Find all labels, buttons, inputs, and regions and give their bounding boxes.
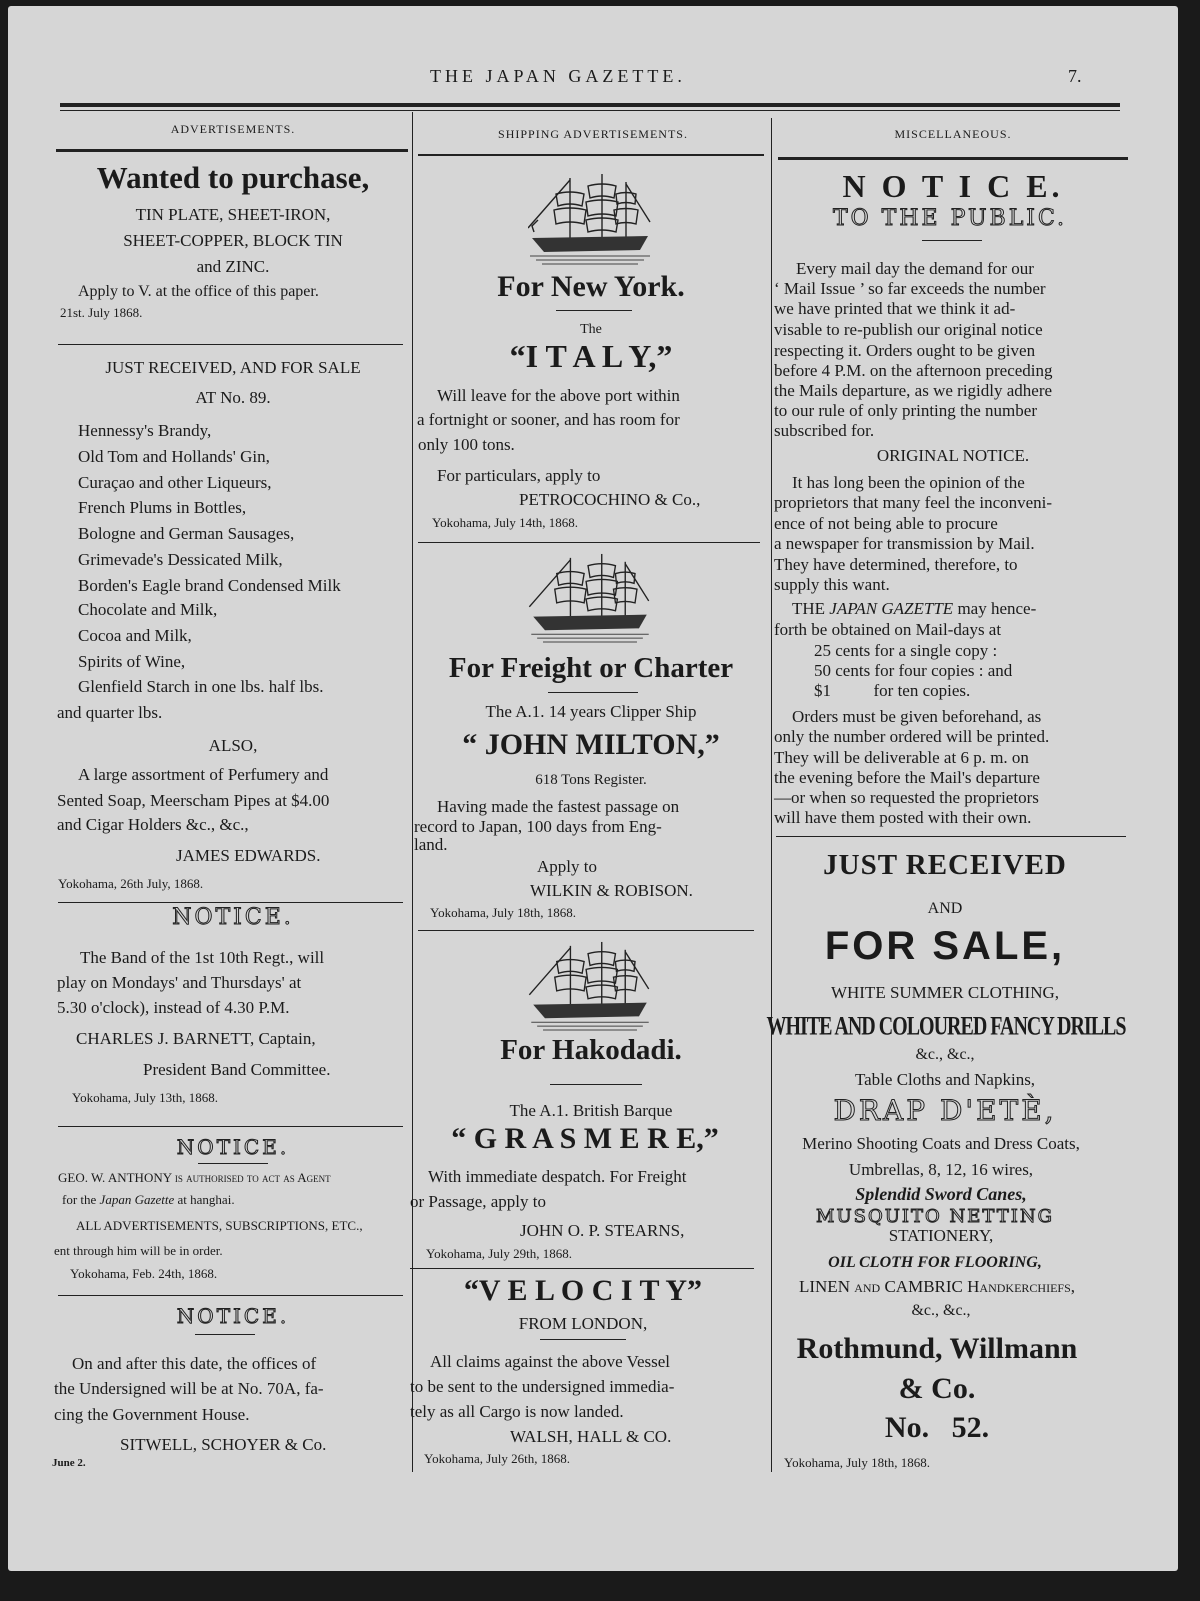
page-number: 7. (1068, 66, 1082, 86)
ad-text: Splendid Sword Canes, (855, 1184, 1027, 1204)
ad-text: &c., &c., (911, 1302, 971, 1319)
ad-heading: JUST RECEIVED, AND FOR SALE (105, 358, 361, 377)
ad-divider (776, 836, 1126, 837)
ad-text: supply this want. (774, 575, 890, 594)
ship-name: “V E L O C I T Y” (463, 1274, 703, 1307)
ad-text: OIL CLOTH FOR FLOORING, (828, 1254, 1042, 1271)
ad-text: GEO. W. ANTHONY is authorised to act as Agent (58, 1170, 331, 1185)
ad-text: Table Cloths and Napkins, (854, 1070, 1036, 1089)
ad-item: Old Tom and Hollands' Gin, (78, 447, 270, 466)
ad-item: Bologne and German Sausages, (78, 524, 295, 543)
ad-signature: SITWELL, SCHOYER & Co. (120, 1435, 327, 1454)
ship-icon (526, 552, 654, 644)
ad-text: to our rule of only printing the number (774, 401, 1037, 420)
column-head-rule (778, 157, 1128, 160)
ad-text: They have determined, therefore, to (774, 555, 1018, 574)
column-heading: ADVERTISEMENTS. (170, 122, 296, 136)
ad-text: —or when so requested the proprietors (774, 788, 1039, 807)
ad-text: to be sent to the undersigned immedia- (410, 1377, 675, 1396)
ad-text: With immediate despatch. For Freight (428, 1167, 687, 1186)
ad-date: Yokohama, Feb. 24th, 1868. (70, 1266, 218, 1281)
ad-text: FROM LONDON, (518, 1314, 648, 1333)
ad-title: JUST RECEIVED (823, 849, 1067, 881)
ad-text: for the Japan Gazette at hanghai. (62, 1192, 235, 1207)
ad-heading: ORIGINAL NOTICE. (876, 446, 1030, 465)
ad-title: For Freight or Charter (448, 652, 734, 684)
ad-title: For Hakodadi. (500, 1034, 682, 1066)
ad-text: LINEN and CAMBRIC Handkerchiefs, (798, 1277, 1075, 1296)
column-heading: SHIPPING ADVERTISEMENTS. (498, 127, 688, 141)
header-rule (60, 103, 1120, 107)
ad-signature: President Band Committee. (143, 1060, 331, 1079)
notice-heading: TO THE PUBLIC. (832, 206, 1068, 231)
ad-item: Grimevade's Dessicated Milk, (78, 550, 283, 569)
ad-text: a fortnight or sooner, and has room for (417, 410, 680, 429)
ad-text: Apply to V. at the office of this paper. (78, 283, 319, 300)
advertiser-name: Rothmund, Willmann (796, 1332, 1078, 1365)
ad-text: Umbrellas, 8, 12, 16 wires, (848, 1160, 1034, 1179)
ad-text: AND (927, 900, 963, 917)
ad-item: Glenfield Starch in one lbs. half lbs. (78, 677, 324, 696)
title-rule (548, 692, 638, 693)
ad-signature: WILKIN & ROBISON. (530, 881, 693, 900)
ad-text: subscribed for. (774, 421, 875, 440)
ad-date: Yokohama, July 26th, 1868. (424, 1451, 571, 1466)
notice-heading: DRAP D'ETÈ, (833, 1094, 1057, 1127)
ad-text: respecting it. Orders ought to be given (774, 341, 1036, 360)
ad-date: 21st. July 1868. (60, 305, 143, 320)
ad-text: record to Japan, 100 days from Eng- (414, 817, 662, 836)
price-line: 25 cents for a single copy : (814, 641, 998, 660)
ad-text: The A.1. 14 years Clipper Ship (485, 702, 697, 721)
ad-divider (418, 930, 754, 931)
ad-title: N O T I C E. (842, 168, 1064, 204)
ad-date: Yokohama, July 18th, 1868. (784, 1455, 931, 1470)
notice-heading: NOTICE. (176, 1135, 290, 1159)
title-rule (922, 240, 982, 241)
ad-item: Hennessy's Brandy, (78, 421, 212, 440)
ad-date: June 2. (52, 1457, 86, 1469)
ad-signature: JAMES EDWARDS. (176, 846, 321, 865)
ad-signature: JOHN O. P. STEARNS, (520, 1221, 685, 1240)
ad-item: Spirits of Wine, (78, 652, 186, 671)
ad-text: WHITE AND COLOURED FANCY DRILLS (766, 1012, 1126, 1042)
ad-date: Yokohama, July 13th, 1868. (72, 1090, 219, 1105)
ad-text: The A.1. British Barque (509, 1101, 673, 1120)
ad-title: Wanted to purchase, (96, 160, 370, 195)
ad-text: STATIONERY, (888, 1226, 994, 1245)
ad-text: only 100 tons. (418, 435, 515, 454)
ad-text: Will leave for the above port within (437, 386, 680, 405)
ad-divider (410, 1268, 754, 1269)
ad-text: and ZINC. (196, 257, 270, 276)
ship-icon (526, 940, 654, 1032)
ship-name: “I T A L Y,” (509, 338, 673, 374)
ad-text: Having made the fastest passage on (437, 797, 680, 816)
ad-text: Apply to (537, 857, 597, 876)
ad-text: the Mails departure, as we rigidly adhere (774, 381, 1053, 400)
ad-text: THE JAPAN GAZETTE may hence- (792, 599, 1037, 618)
ad-text: Merino Shooting Coats and Dress Coats, (802, 1134, 1080, 1153)
notice-heading: MUSQUITO NETTING (816, 1206, 1054, 1227)
ad-text: &c., &c., (915, 1046, 975, 1063)
column-heading: MISCELLANEOUS. (894, 127, 1012, 141)
ad-title: For New York. (497, 270, 685, 303)
ship-name: “ JOHN MILTON,” (462, 728, 720, 761)
ad-divider (418, 542, 760, 543)
price-line: $1 for ten copies. (814, 681, 971, 700)
ad-date: Yokohama, July 29th, 1868. (426, 1246, 573, 1261)
ad-text: For particulars, apply to (437, 466, 601, 485)
ad-text: cing the Government House. (54, 1405, 250, 1424)
title-rule (195, 1334, 255, 1335)
ad-text: Sented Soap, Meerscham Pipes at $4.00 (57, 791, 330, 810)
ad-text: TIN PLATE, SHEET-IRON, (135, 205, 331, 224)
ad-text: SHEET-COPPER, BLOCK TIN (123, 231, 343, 250)
ad-text: 618 Tons Register. (535, 772, 647, 788)
ad-item: and quarter lbs. (57, 703, 163, 722)
ad-item: Cocoa and Milk, (78, 626, 192, 645)
ad-item: French Plums in Bottles, (78, 498, 247, 517)
ad-text: only the number ordered will be printed. (774, 727, 1050, 746)
price-line: 50 cents for four copies : and (814, 661, 1013, 680)
ad-signature: PETROCOCHINO & Co., (519, 490, 701, 509)
ad-text: play on Mondays' and Thursdays' at (57, 973, 302, 992)
ad-text: Orders must be given beforehand, as (792, 707, 1042, 726)
ad-text: ‘ Mail Issue ’ so far exceeds the number (774, 279, 1046, 298)
ad-text: ence of not being able to procure (774, 514, 998, 533)
ad-text: the Undersigned will be at No. 70A, fa- (54, 1379, 324, 1398)
ad-divider (58, 902, 403, 903)
ship-icon (528, 172, 652, 266)
ad-text: and Cigar Holders &c., &c., (57, 815, 249, 834)
ad-signature: CHARLES J. BARNETT, Captain, (76, 1029, 316, 1048)
ad-text: ALL ADVERTISEMENTS, SUBSCRIPTIONS, ETC., (76, 1218, 363, 1233)
ad-text: or Passage, apply to (410, 1192, 546, 1211)
ad-divider (58, 1126, 403, 1127)
ad-text: a newspaper for transmission by Mail. (774, 534, 1035, 553)
ad-text: tely as all Cargo is now landed. (410, 1402, 624, 1421)
ad-text: The Band of the 1st 10th Regt., will (80, 948, 325, 967)
ad-text: On and after this date, the offices of (72, 1354, 317, 1373)
title-rule (198, 1163, 268, 1164)
ad-item: Borden's Eagle brand Condensed Milk (78, 576, 341, 595)
ad-signature: WALSH, HALL & CO. (510, 1427, 672, 1446)
ad-item: Curaçao and other Liqueurs, (78, 473, 272, 492)
ad-text: They will be deliverable at 6 p. m. on (774, 748, 1029, 767)
ad-text: Every mail day the demand for our (796, 259, 1034, 278)
ad-text: we have printed that we think it ad- (774, 299, 1016, 318)
ad-text: A large assortment of Perfumery and (78, 765, 329, 784)
ad-text: will have them posted with their own. (774, 808, 1032, 827)
ad-text: visable to re-publish our original notice (774, 320, 1043, 339)
title-rule (550, 1084, 642, 1085)
ad-divider (58, 344, 403, 345)
ad-divider (58, 1295, 403, 1296)
newspaper-title: THE JAPAN GAZETTE. (430, 66, 686, 86)
ad-item: Chocolate and Milk, (78, 600, 218, 619)
ad-title: FOR SALE, (824, 924, 1066, 968)
advertiser-address: No. 52. (884, 1411, 990, 1444)
ad-text: land. (414, 835, 448, 854)
ad-text: It has long been the opinion of the (792, 473, 1025, 492)
title-rule (540, 1339, 626, 1340)
ad-date: Yokohama, July 18th, 1868. (430, 905, 577, 920)
column-head-rule (56, 149, 408, 152)
ad-text: forth be obtained on Mail-days at (774, 620, 1002, 639)
ad-text: the evening before the Mail's departure (774, 768, 1040, 787)
title-rule (556, 310, 632, 311)
advertiser-name: & Co. (898, 1372, 976, 1405)
header-rule-thin (60, 110, 1120, 111)
ad-date: Yokohama, July 14th, 1868. (432, 515, 579, 530)
ad-heading: AT No. 89. (195, 388, 271, 407)
ad-text: All claims against the above Vessel (430, 1352, 670, 1371)
ad-text: 5.30 o'clock), instead of 4.30 P.M. (57, 998, 290, 1017)
ad-text: ent through him will be in order. (54, 1243, 223, 1258)
notice-heading: NOTICE. (176, 1304, 290, 1328)
ad-text: ALSO, (208, 736, 258, 755)
ad-date: Yokohama, 26th July, 1868. (58, 876, 204, 891)
ad-text: The (580, 322, 602, 337)
notice-heading: NOTICE. (172, 905, 294, 930)
ad-text: WHITE SUMMER CLOTHING, (830, 983, 1060, 1002)
ad-text: before 4 P.M. on the afternoon preceding (774, 361, 1053, 380)
column-head-rule (418, 154, 764, 156)
ad-text: proprietors that many feel the inconveni- (774, 493, 1053, 512)
ship-name: “ G R A S M E R E,” (451, 1122, 719, 1155)
